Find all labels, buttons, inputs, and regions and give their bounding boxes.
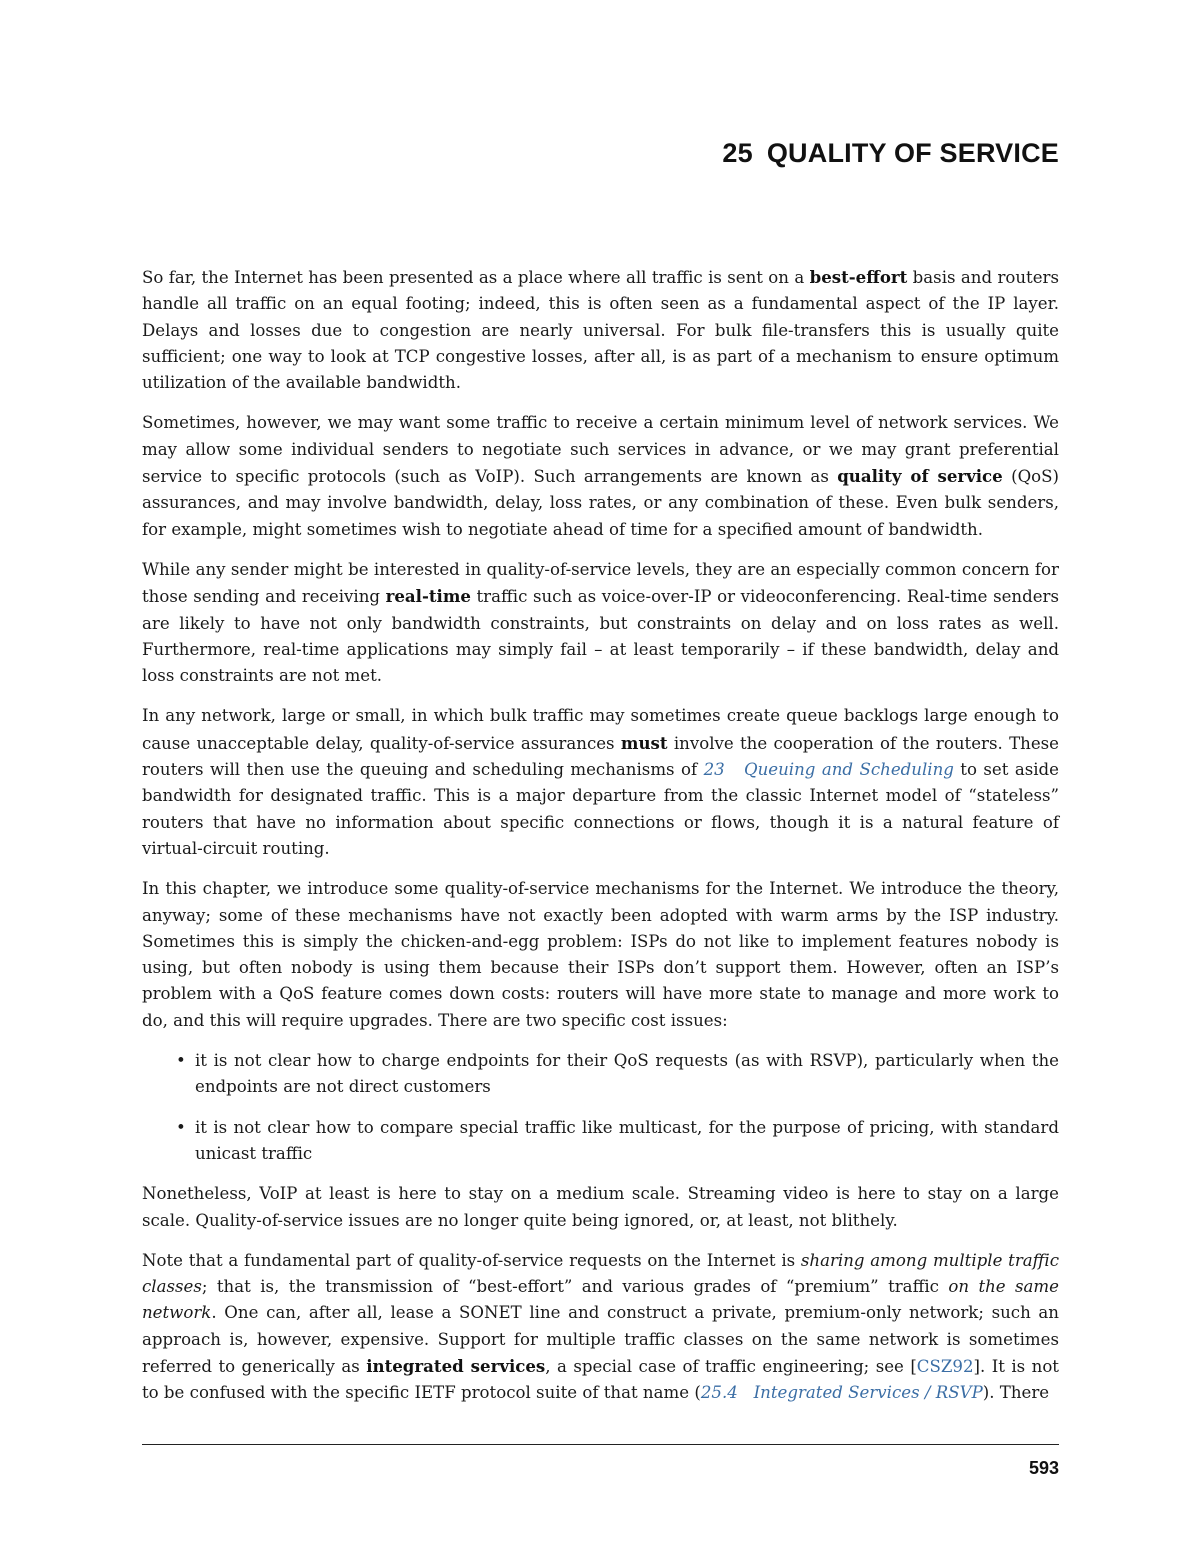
- text-run: , a special case of traffic engineering; see [: [545, 1356, 917, 1376]
- text-run: to set aside bandwidth for designated traffic. This is a major departure from the classic Internet model of “stateless” routers that have no information about specific connections or flows, though it is a natural feature of virtual-circuit routing.: [142, 760, 1059, 858]
- list-item: [142, 1048, 1059, 1101]
- text-run: . One can, after all, lease a SONET line and construct a private, premium-only network; such an approach is, however, expensive. Support for multiple traffic classes on the same network is sometimes referred to generically as: [142, 1303, 1059, 1376]
- paragraph-2: [142, 410, 1059, 542]
- term-best-effort: best-effort: [809, 267, 908, 287]
- paragraph-6: [142, 1181, 1059, 1234]
- text-run: Sometimes, however, we may want some traffic to receive a certain minimum level of network services. We may allow some individual senders to negotiate such services in advance, or we may grant preferential service to specific protocols (such as VoIP). Such arrangements are known as: [142, 413, 1059, 487]
- text-run: So far, the Internet has been presented as a place where all traffic is sent on a: [142, 268, 810, 287]
- paragraph-5: [142, 876, 1059, 1034]
- paragraph-4: [142, 703, 1059, 862]
- text-run: In this chapter, we introduce some quality-of-service mechanisms for the Internet. We introduce the theory, anyway; some of these mechanisms have not exactly been adopted with warm arms by the ISP industry. Sometimes this is simply the chicken-and-egg problem: ISPs do not like to implement features nobody is using, but often nobody is using them because their ISPs don’t support them. However, often an ISP’s problem with a QoS feature comes down costs: routers will have more state to manage and more work to do, and this will require upgrades. There are two specific cost issues:: [142, 879, 1059, 1030]
- chapter-title-text: QUALITY OF SERVICE: [766, 138, 1059, 168]
- xref-link-queuing-and-scheduling[interactable]: 23 Queuing and Scheduling: [703, 760, 954, 780]
- paragraph-7: [142, 1248, 1059, 1407]
- chapter-title: [142, 138, 1059, 169]
- term-integrated-services: integrated services: [366, 1355, 546, 1376]
- text-run: While any sender might be interested in quality-of-service levels, they are an especially common concern for those sending and receiving: [142, 559, 1059, 607]
- text-run: Note that a fundamental part of quality-of-service requests on the Internet is: [142, 1250, 801, 1270]
- cost-issues-list: [142, 1048, 1059, 1167]
- paragraph-3: [142, 557, 1059, 689]
- page-number: 593: [1028, 1458, 1059, 1478]
- term-must: must: [620, 732, 668, 753]
- citation-link-csz92[interactable]: CSZ92: [916, 1356, 974, 1376]
- footer-divider: [142, 1444, 1059, 1445]
- text-run: Nonetheless, VoIP at least is here to stay on a medium scale. Streaming video is here to stay on a large scale. Quality-of-service issues are no longer quite being ignored, or, at least, not blithely.: [142, 1184, 1059, 1230]
- text-run: basis and routers handle all traffic on an equal footing; indeed, this is often seen as a fundamental aspect of the IP layer. Delays and losses due to congestion are nearly universal. For bulk file-transfers this is usually quite sufficient; one way to look at TCP congestive losses, after all, is as part of a mechanism to ensure optimum utilization of the available bandwidth.: [142, 268, 1059, 393]
- text-run: involve the cooperation of the routers. These routers will then use the queuing and scheduling mechanisms of: [142, 733, 1059, 780]
- text-run: In any network, large or small, in which bulk traffic may sometimes create queue backlogs large enough to cause unacceptable delay, quality-of-service assurances: [142, 706, 1059, 753]
- list-item: [142, 1115, 1059, 1168]
- paragraph-1: [142, 264, 1059, 396]
- body-text: [142, 264, 1059, 1421]
- emphasis-same-network: on the same network: [142, 1277, 1059, 1323]
- term-quality-of-service: quality of service: [837, 466, 1003, 487]
- list-item-text: it is not clear how to charge endpoints for their QoS requests (as with RSVP), particularly when the endpoints are not direct customers: [195, 1051, 1059, 1097]
- chapter-number: 25: [722, 138, 753, 168]
- text-run: (QoS) assurances, and may involve bandwidth, delay, loss rates, or any combination of these. Even bulk senders, for example, might sometimes wish to negotiate ahead of time for a specified amount of bandwidth.: [142, 467, 1060, 539]
- emphasis-sharing-among-classes: sharing among multiple traffic classes: [142, 1250, 1059, 1297]
- bullet-icon: •: [176, 1051, 186, 1071]
- text-run: ). There: [982, 1383, 1050, 1403]
- text-run: ]. It is not to be confused with the specific IETF protocol suite of that name (: [142, 1356, 1059, 1403]
- term-real-time: real-time: [385, 586, 471, 607]
- list-item-text: it is not clear how to compare special traffic like multicast, for the purpose of pricing, with standard unicast traffic: [195, 1117, 1059, 1163]
- xref-link-integrated-services-rsvp[interactable]: 25.4 Integrated Services / RSVP: [700, 1383, 983, 1403]
- bullet-icon: •: [176, 1117, 186, 1137]
- text-run: traffic such as voice-over-IP or videoconferencing. Real-time senders are likely to have not only bandwidth constraints, but constraints on delay and on loss rates as well. Furthermore, real-time applications may simply fail – at least temporarily – if these bandwidth, delay and loss constraints are not met.: [142, 587, 1059, 686]
- text-run: ; that is, the transmission of “best-effort” and various grades of “premium” traffic: [201, 1277, 949, 1297]
